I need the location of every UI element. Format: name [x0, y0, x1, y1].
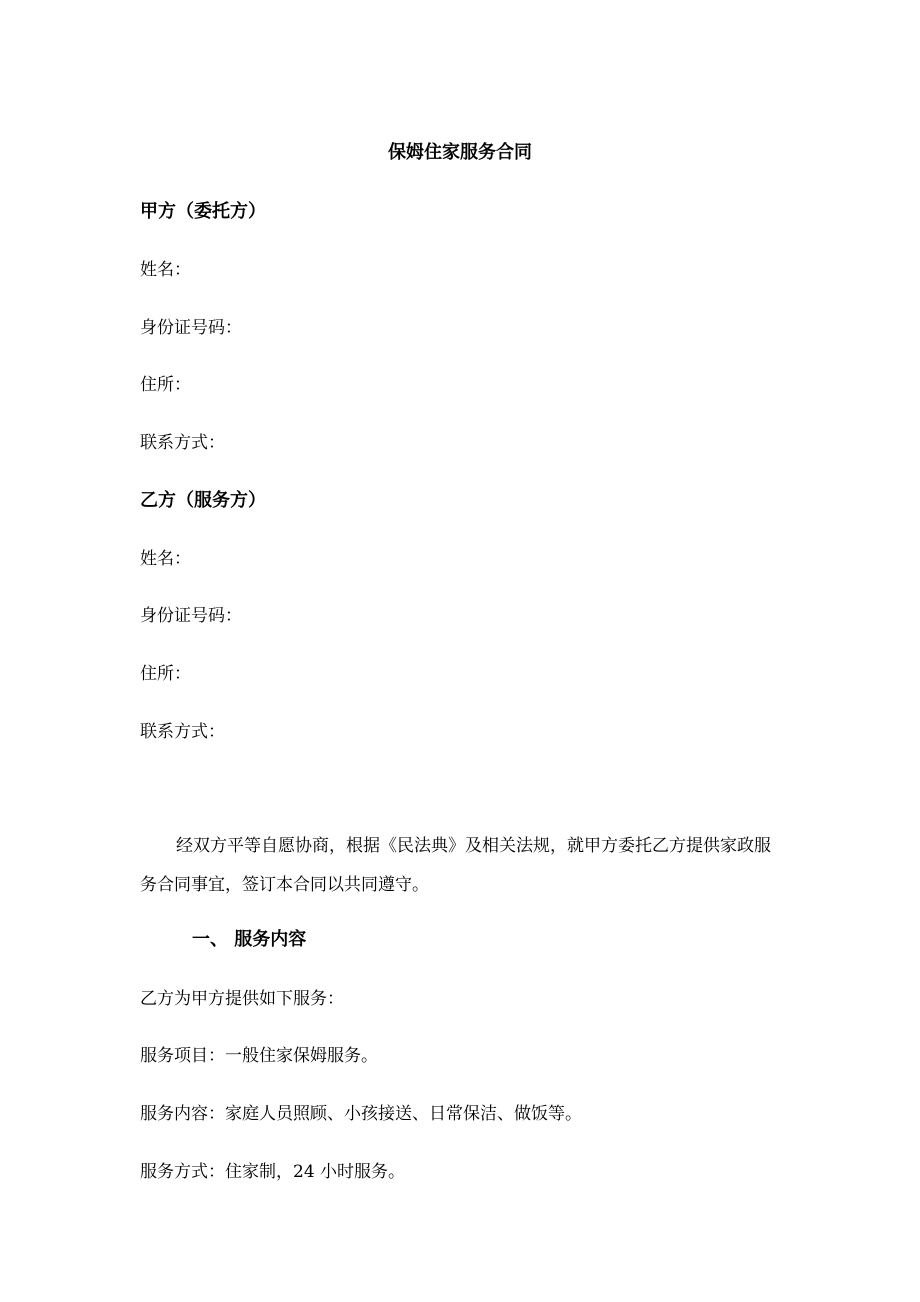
party-a-name-label: 姓名： [140, 260, 191, 280]
party-a-heading: 甲方（委托方） [140, 201, 266, 222]
document-title: 保姆住家服务合同 [388, 142, 532, 163]
party-b-address-label: 住所： [140, 664, 191, 684]
party-a-address-label: 住所： [140, 375, 191, 395]
section-1-line: 服务项目：一般住家保姆服务。 [140, 1046, 378, 1066]
party-b-name-label: 姓名： [140, 549, 191, 569]
party-b-heading: 乙方（服务方） [140, 490, 266, 511]
section-1-line: 服务方式：住家制，24 小时服务。 [140, 1162, 406, 1182]
section-1-heading: 一、 服务内容 [192, 929, 307, 950]
intro-paragraph: 经双方平等自愿协商，根据《民法典》及相关法规，就甲方委托乙方提供家政服务合同事宜，签订本合同以共同遵守。 [140, 836, 771, 895]
party-b-id-label: 身份证号码： [140, 606, 242, 626]
party-b-contact-label: 联系方式： [140, 722, 225, 742]
section-1-line: 乙方为甲方提供如下服务： [140, 989, 344, 1009]
party-a-id-label: 身份证号码： [140, 318, 242, 338]
section-1-line: 服务内容：家庭人员照顾、小孩接送、日常保洁、做饭等。 [140, 1104, 582, 1124]
party-a-contact-label: 联系方式： [140, 433, 225, 453]
